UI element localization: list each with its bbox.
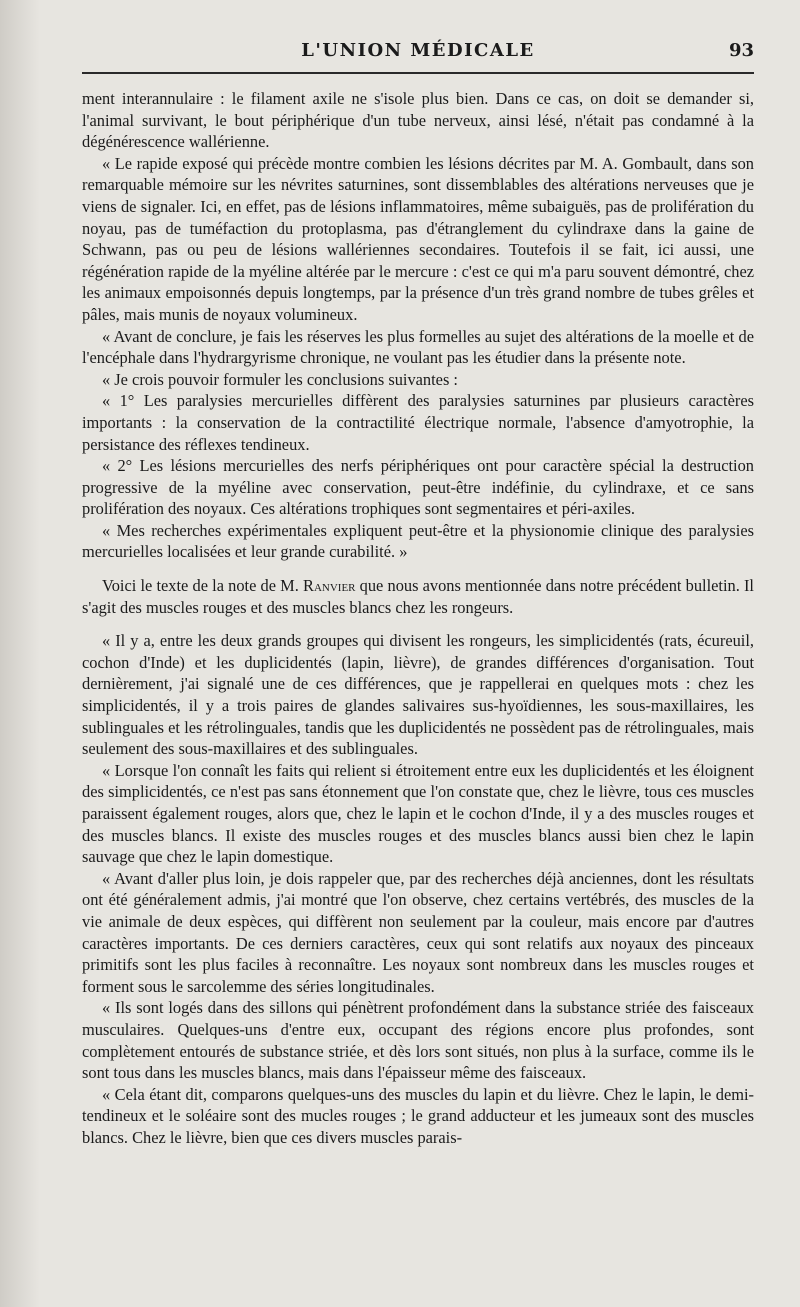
ranvier-intro-paragraph (82, 575, 754, 618)
author-name: Ranvier (303, 576, 356, 596)
running-head: L'UNION MÉDICALE (301, 40, 535, 61)
page-number: 93 (728, 40, 754, 61)
paragraph: « Le rapide exposé qui précède montre combien les lésions décrites par M. A. Gombault, dans son remarquable mémoire sur les névrites saturnines, sont dissemblables des altérations nerveuses que je viens de signaler. Ici, en effet, pas de lésions inflammatoires, même subaiguës, pas de prolifération du noyau, pas de tuméfaction du protoplasma, pas d'étranglement du cylindraxe dans la gaine de Schwann, pas ou peu de lésions wallériennes secondaires. Toutefois il se fait, ici aussi, une régénération rapide de la myéline altérée par le mercure : c'est ce qui m'a paru souvent démontré, chez les animaux empoisonnés depuis longtemps, par la présence d'un très grand nombre de tubes grêles et pâles, mais munis de noyaux volumineux. (82, 153, 754, 324)
header-rule (82, 72, 754, 74)
page-header (82, 40, 754, 72)
paragraph: ment interannulaire : le filament axile ne s'isole plus bien. Dans ce cas, on doit se demander si, l'animal survivant, le bout périphérique d'un tube nerveux, ainsi lésé, n'était pas condamné à la dégénérescence wallérienne. (82, 89, 754, 152)
quote-paragraph: « Avant d'aller plus loin, je dois rappeler que, par des recherches déjà anciennes, dont les résultats ont été généralement admis, j'ai montré que l'on observe, chez certains vertébrés, des muscles de la vie animale de deux espèces, qui diffèrent non seulement par la couleur, mais encore par d'autres caractères importants. De ces derniers caractères, ceux qui sont relatifs aux noyaux des pinceaux primitifs sont les plus faciles à reconnaître. Les noyaux sont nombreux dans les muscles rouges et forment sous le sarcolemme des séries longitudinales. (82, 868, 754, 996)
quote-paragraph: « Ils sont logés dans des sillons qui pénètrent profondément dans la substance striée des faisceaux musculaires. Quelques-uns d'entre eux, occupant des régions encore plus profondes, sont complètement entourés de substance striée, et dès lors sont situés, non plus à la surface, comme ils le sont tous dans les muscles blancs, mais dans l'épaisseur même des faisceaux. (82, 998, 754, 1083)
paragraph: « Je crois pouvoir formuler les conclusions suivantes : (102, 369, 458, 389)
quote-paragraph: « Il y a, entre les deux grands groupes qui divisent les rongeurs, les simplicidentés (rats, écureuil, cochon d'Inde) et les duplicidentés (lapin, lièvre), de grandes différences d'organisation. Tout dernièrement, j'ai signalé une de ces différences, que je rappellerai en quelques mots : chez les simplicidentés, il y a trois paires de glandes salivaires sus-hyoïdiennes, les sous-maxillaires, les sublinguales et les rétrolinguales, tandis que les duplicidentés ne possèdent pas de rétrolinguales, mais seulement des sous-maxillaires et des sublinguales. (82, 631, 754, 759)
paragraph: « 2° Les lésions mercurielles des nerfs périphériques ont pour caractère spécial la destruction progressive de la myéline avec conservation, peut-être indéfinie, du cylindraxe, et ce sans prolifération des noyaux. Ces altérations trophiques sont segmentaires et péri-axiles. (82, 456, 754, 519)
paragraph: « Avant de conclure, je fais les réserves les plus formelles au sujet des altérations de la moelle et de l'encéphale dans l'hydrargyrisme chronique, ne voulant pas les étudier dans la présente note. (82, 326, 754, 368)
paragraph: « Mes recherches expérimentales expliquent peut-être et la physionomie clinique des paralysies mercurielles localisées et leur grande curabilité. » (82, 520, 754, 562)
intro-text: que nous avons mentionnée dans notre précédent bulletin. Il s'agit des muscles rouges et des muscles blancs chez les rongeurs. (82, 576, 754, 617)
article-body (82, 88, 754, 1149)
paragraph: « 1° Les paralysies mercurielles diffèrent des paralysies saturnines par plusieurs caractères importants : la conservation de la contractilité électrique normale, l'absence d'amyotrophie, la persistance des réflexes tendineux. (82, 391, 754, 454)
intro-text: Voici le texte de la note de M. (102, 576, 304, 596)
quote-paragraph: « Lorsque l'on connaît les faits qui relient si étroitement entre eux les duplicidentés et les éloignent des simplicidentés, ce n'est pas sans étonnement que l'on constate que, chez le lièvre, tous ces muscles paraissent également rouges, alors que, chez le lapin et le cochon d'Inde, il y a des muscles rouges et des muscles blancs. Il existe des muscles rouges et des muscles blancs aussi bien chez le lapin sauvage que chez le lapin domestique. (82, 760, 754, 867)
quote-paragraph: « Cela étant dit, comparons quelques-uns des muscles du lapin et du lièvre. Chez le lapin, le demi-tendineux et le soléaire sont des mucles rouges ; le grand adducteur et les jumeaux sont des muscles blancs. Chez le lièvre, bien que ces divers muscles parais- (82, 1084, 754, 1147)
